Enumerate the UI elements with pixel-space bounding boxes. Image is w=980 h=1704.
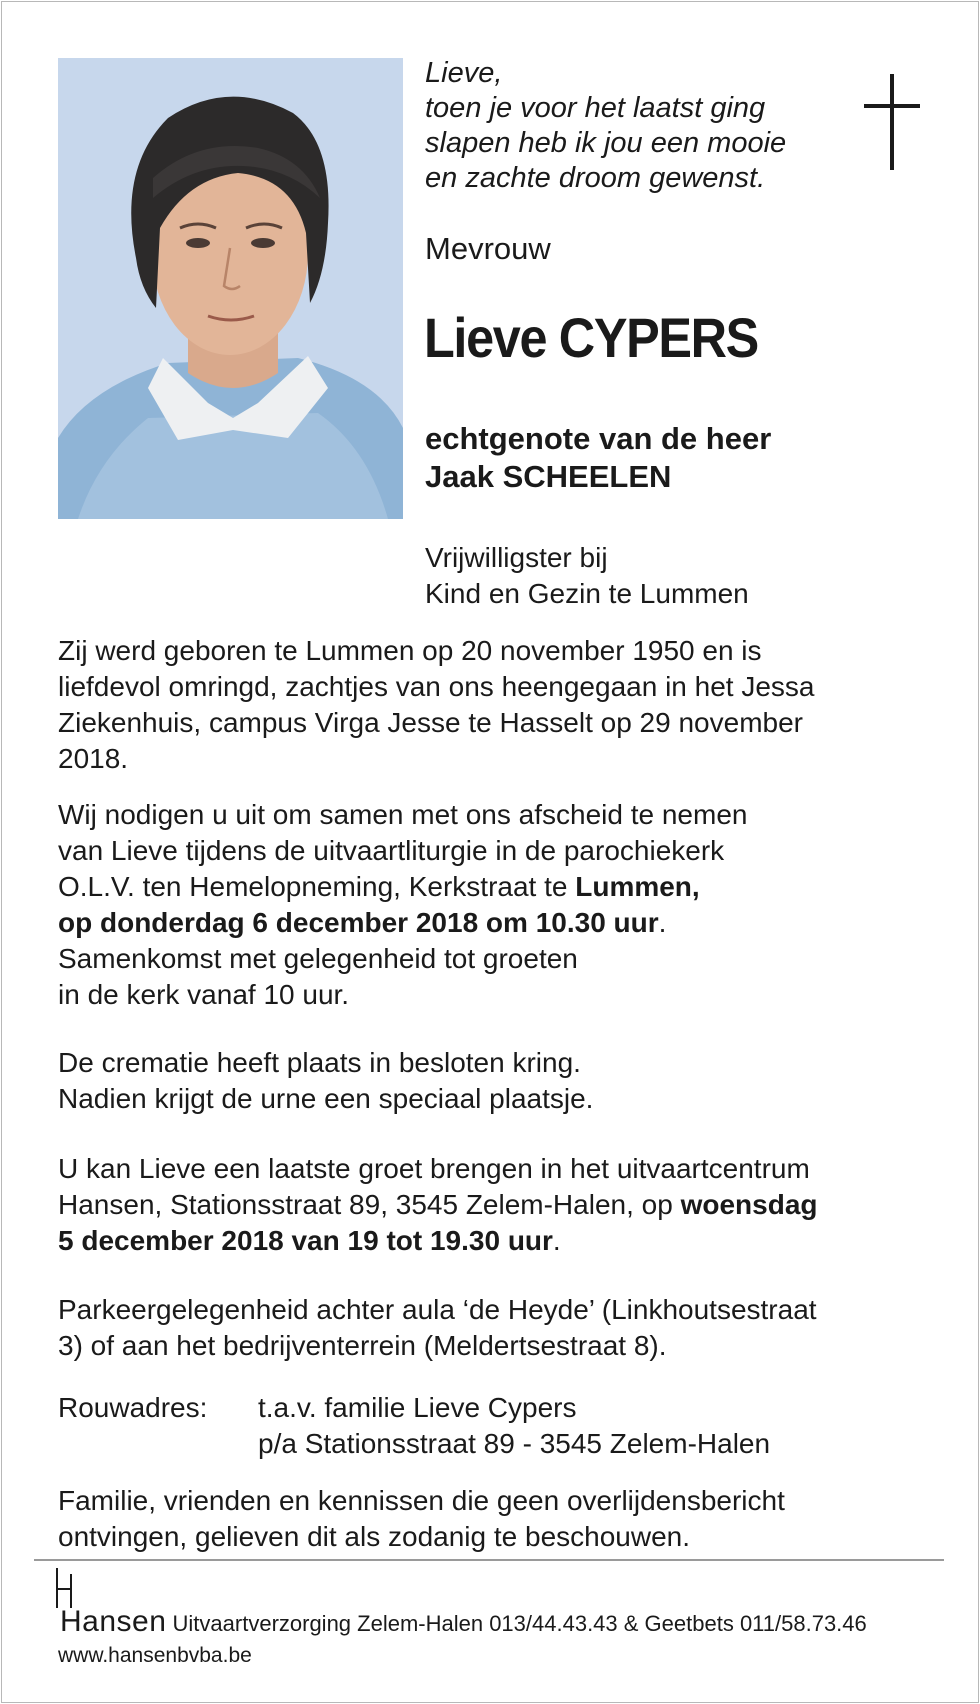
spouse-name: Jaak SCHEELEN [425, 459, 672, 494]
text-line: ontvingen, gelieven dit als zodanig te beschouwen. [58, 1521, 690, 1552]
text-line: De crematie heeft plaats in besloten kring. [58, 1047, 581, 1078]
latin-cross-icon [864, 74, 920, 170]
text-line: U kan Lieve een laatste groet brengen in het uitvaartcentrum [58, 1153, 810, 1184]
location-bold: Lummen, [575, 871, 700, 902]
text-line: Wij nodigen u uit om samen met ons afscheid te nemen [58, 799, 748, 830]
text-line: 3) of aan het bedrijventerrein (Meldertsestraat 8). [58, 1330, 667, 1361]
role-line: Kind en Gezin te Lummen [425, 578, 749, 609]
hansen-logo-h-icon [54, 1568, 76, 1608]
poem-line: Lieve, [425, 57, 503, 89]
text-line: liefdevol omringd, zachtjes van ons heengegaan in het Jessa [58, 671, 815, 702]
volunteer-role [425, 540, 749, 612]
mourning-address [258, 1390, 770, 1462]
deceased-name: Lieve CYPERS [424, 306, 758, 369]
text-span: . [658, 907, 667, 938]
salutation: Mevrouw [425, 231, 551, 266]
footer-divider [34, 1559, 944, 1561]
parking-paragraph [58, 1292, 918, 1364]
funeral-home-line [60, 1605, 867, 1638]
invitation-paragraph [58, 797, 918, 1013]
address-line: t.a.v. familie Lieve Cypers [258, 1392, 577, 1423]
visit-datetime: 5 december 2018 van 19 tot 19.30 uur [58, 1225, 553, 1256]
poem-line: en zachte droom gewenst. [425, 162, 766, 194]
text-line: in de kerk vanaf 10 uur. [58, 979, 350, 1010]
text-span: O.L.V. ten Hemelopneming, Kerkstraat te [58, 871, 576, 902]
text-span: . [552, 1225, 561, 1256]
text-line [58, 869, 918, 905]
text-line: Nadien krijgt de urne een speciaal plaatsje. [58, 1083, 594, 1114]
text-line: Zij werd geboren te Lummen op 20 november 1950 en is [58, 635, 762, 666]
portrait-photo [58, 58, 403, 519]
poem-line: toen je voor het laatst ging [425, 92, 766, 124]
text-line: Familie, vrienden en kennissen die geen overlijdensbericht [58, 1485, 785, 1516]
address-line: p/a Stationsstraat 89 - 3545 Zelem-Halen [258, 1428, 771, 1459]
visit-day: woensdag [680, 1189, 818, 1220]
closing-paragraph [58, 1483, 918, 1555]
text-line: van Lieve tijdens de uitvaartliturgie in de parochiekerk [58, 835, 725, 866]
text-line [58, 1223, 918, 1259]
visitation-paragraph [58, 1151, 918, 1259]
address-label: Rouwadres: [58, 1392, 208, 1423]
spouse-info [425, 420, 771, 496]
poem-line: slapen heb ik jou een mooie [425, 127, 787, 159]
birth-death-paragraph [58, 633, 918, 777]
text-line [58, 905, 918, 941]
text-line [58, 1187, 918, 1223]
text-span: Hansen, Stationsstraat 89, 3545 Zelem-Halen, op [58, 1189, 681, 1220]
text-line: Ziekenhuis, campus Virga Jesse te Hasselt op 29 november [58, 707, 803, 738]
cremation-paragraph [58, 1045, 918, 1117]
spouse-line: echtgenote van de heer [425, 421, 772, 456]
funeral-home-contact: Uitvaartverzorging Zelem-Halen 013/44.43.43 & Geetbets 011/58.73.46 [172, 1611, 867, 1636]
role-line: Vrijwilligster bij [425, 542, 608, 573]
service-datetime: op donderdag 6 december 2018 om 10.30 uur [58, 907, 659, 938]
text-line: 2018. [58, 743, 129, 774]
text-line: Samenkomst met gelegenheid tot groeten [58, 943, 578, 974]
text-line: Parkeergelegenheid achter aula ‘de Heyde’ (Linkhoutsestraat [58, 1294, 817, 1325]
poem [425, 56, 845, 196]
funeral-home-website[interactable]: www.hansenbvba.be [58, 1644, 252, 1667]
funeral-home-name: Hansen [60, 1605, 167, 1638]
